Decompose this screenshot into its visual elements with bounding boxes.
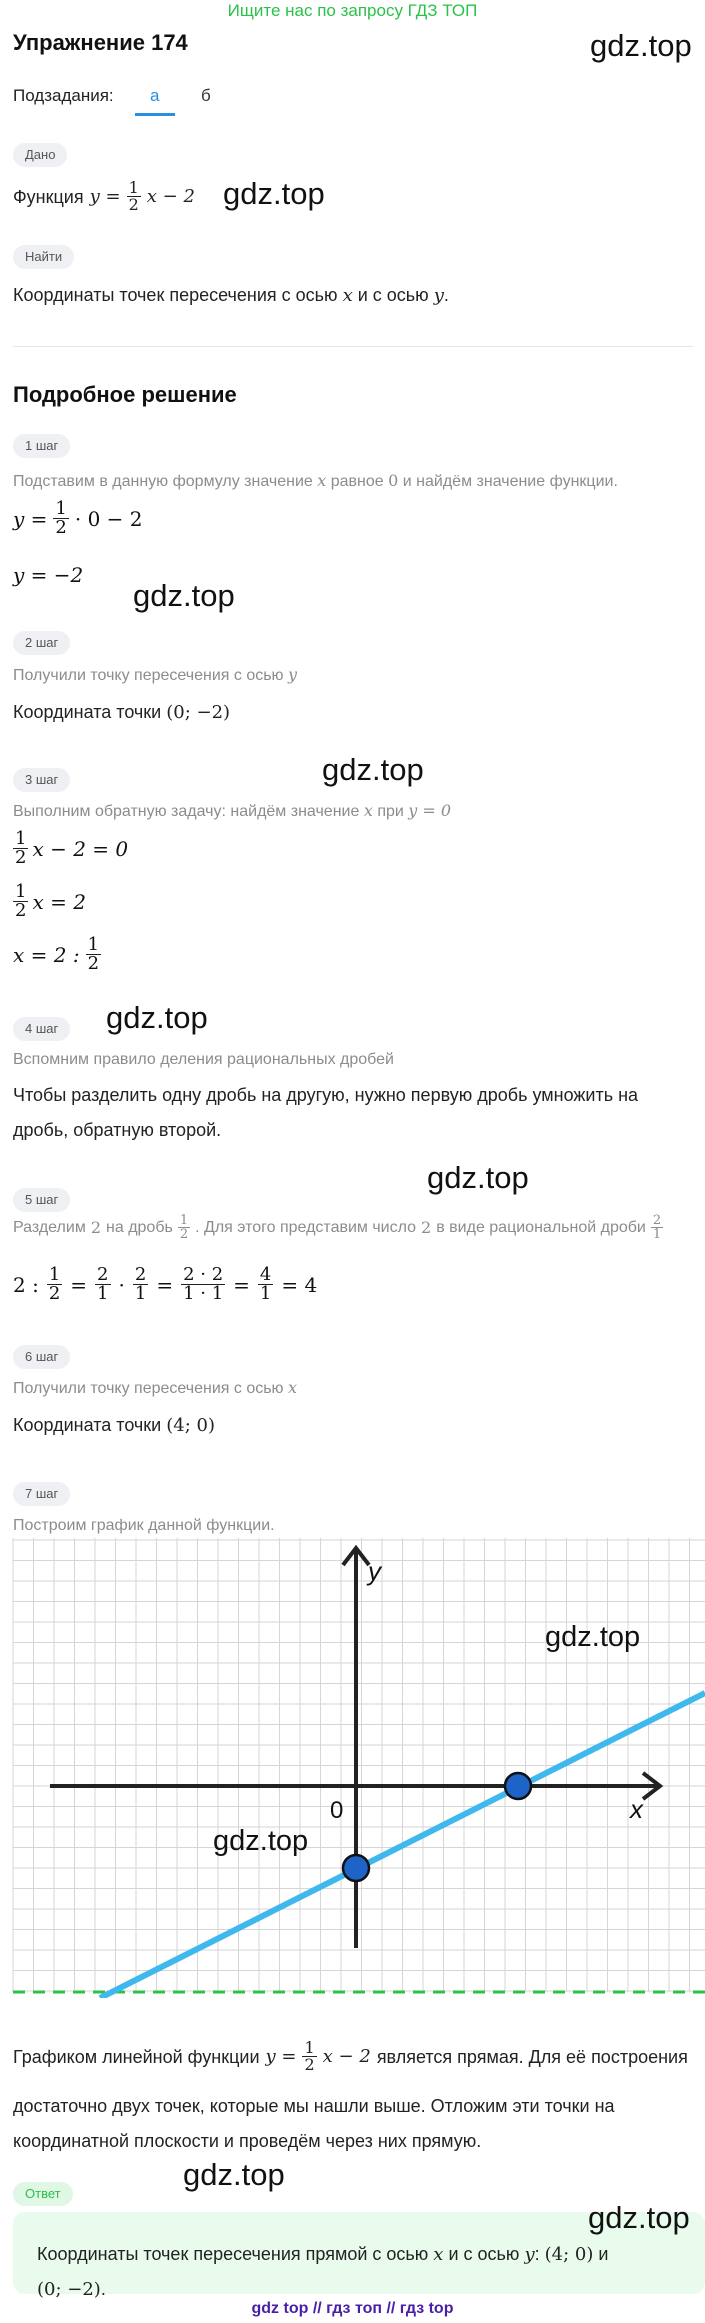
step4-line1: Чтобы разделить одну дробь на другую, нужно первую дробь умножить на xyxy=(13,1085,639,1105)
search-banner: Ищите нас по запросу ГДЗ ТОП xyxy=(227,1,478,20)
step7-chip: 7 шаг xyxy=(13,1482,70,1506)
fraction-one-half: $\frac{1}{2}$ xyxy=(55,498,67,538)
given-line xyxy=(13,180,195,213)
watermark: gdz.top xyxy=(322,752,424,787)
given-label: Функция xyxy=(13,186,84,207)
step2-text: Получили точку пересечения с осью y xyxy=(13,665,298,684)
watermark: gdz.top xyxy=(106,1000,208,1035)
step5-eq: 2 : $\frac{1}{2}$ = $\frac{2}{1}$ · $\frac{2}{1}$ = $\frac{2 \cdot 2}{1 \cdot 1}$ = $\frac{4}{1}$ = 4 xyxy=(13,1264,318,1304)
page-title: Упражнение 174 xyxy=(13,30,188,55)
answer-line2: (0; −2). xyxy=(37,2279,106,2300)
step3-text: Выполним обратную задачу: найдём значение x при y = 0 xyxy=(13,801,452,820)
footer-links[interactable]: gdz top // гдз топ // гдз top xyxy=(251,2300,454,2317)
step4-line2: дробь, обратную второй. xyxy=(13,1120,222,1140)
step5-text: Разделим 2 на дробь $\frac{1}{2}$ . Для этого представим число 2 в виде рациональной дроби $\frac{2}{1}$ xyxy=(13,1213,662,1242)
conclusion-line1: Графиком линейной функции y = $\frac{1}{2}$ x − 2 является прямая. Для её построения xyxy=(13,2038,688,2074)
watermark: gdz.top xyxy=(183,2157,285,2192)
step3-eq3: x = 2 : $\frac{1}{2}$ xyxy=(13,934,100,974)
answer-line1: Координаты точек пересечения прямой с осью x и с осью y: (4; 0) и xyxy=(37,2244,609,2265)
x-axis-label: x xyxy=(630,1794,643,1824)
subtasks-label: Подзадания: xyxy=(13,86,114,105)
step7-text: Построим график данной функции. xyxy=(13,1517,275,1534)
step3-chip: 3 шаг xyxy=(13,768,70,792)
given-formula-lhs: y = xyxy=(89,185,121,207)
solution-title: Подробное решение xyxy=(13,382,237,407)
tab-b[interactable]: б xyxy=(201,86,211,105)
step1-chip: 1 шаг xyxy=(13,434,70,458)
given-formula-rest: x − 2 xyxy=(146,185,195,207)
divider xyxy=(13,346,693,347)
step6-chip: 6 шаг xyxy=(13,1345,70,1369)
conclusion-line3: координатной плоскости и проведём через них прямую. xyxy=(13,2131,482,2151)
watermark: gdz.top xyxy=(133,578,235,613)
y-axis-label: y xyxy=(368,1556,381,1586)
given-chip: Дано xyxy=(13,143,67,167)
watermark: gdz.top xyxy=(545,1621,641,1653)
tab-a[interactable]: а xyxy=(150,86,160,105)
graph-grid xyxy=(13,1538,705,1992)
given-fraction: $\frac{1}{2}$ xyxy=(128,178,139,214)
watermark: gdz.top xyxy=(590,28,692,63)
function-graph xyxy=(0,1538,705,1998)
step6-text: Получили точку пересечения с осью x xyxy=(13,1378,298,1397)
point-y-intercept xyxy=(343,1855,369,1881)
step2-coord: Координата точки (0; −2) xyxy=(13,702,231,723)
step1-eq1: y = $\frac{1}{2}$ · 0 − 2 xyxy=(13,498,143,538)
step4-muted: Вспомним правило деления рациональных дробей xyxy=(13,1051,394,1068)
step4-chip: 4 шаг xyxy=(13,1017,70,1041)
step3-eq1: $\frac{1}{2}$ x − 2 = 0 xyxy=(15,828,129,868)
point-x-intercept xyxy=(505,1773,531,1799)
step1-eq2: y = −2 xyxy=(13,563,84,587)
conclusion-line2: достаточно двух точек, которые мы нашли выше. Отложим эти точки на xyxy=(13,2096,615,2116)
step2-chip: 2 шаг xyxy=(13,631,70,655)
find-chip: Найти xyxy=(13,245,74,269)
watermark: gdz.top xyxy=(588,2200,690,2235)
watermark: gdz.top xyxy=(213,1825,309,1857)
step6-coord: Координата точки (4; 0) xyxy=(13,1415,216,1436)
answer-chip: Ответ xyxy=(13,2182,73,2206)
step5-chip: 5 шаг xyxy=(13,1188,70,1212)
find-line: Координаты точек пересечения с осью x и с осью y. xyxy=(13,285,449,306)
origin-label: 0 xyxy=(330,1797,344,1824)
step1-text: Подставим в данную формулу значение x равное 0 и найдём значение функции. xyxy=(13,471,618,490)
watermark: gdz.top xyxy=(427,1160,529,1195)
step3-eq2: $\frac{1}{2}$ x = 2 xyxy=(15,881,86,921)
watermark: gdz.top xyxy=(223,176,325,211)
tab-active-indicator xyxy=(135,113,175,116)
